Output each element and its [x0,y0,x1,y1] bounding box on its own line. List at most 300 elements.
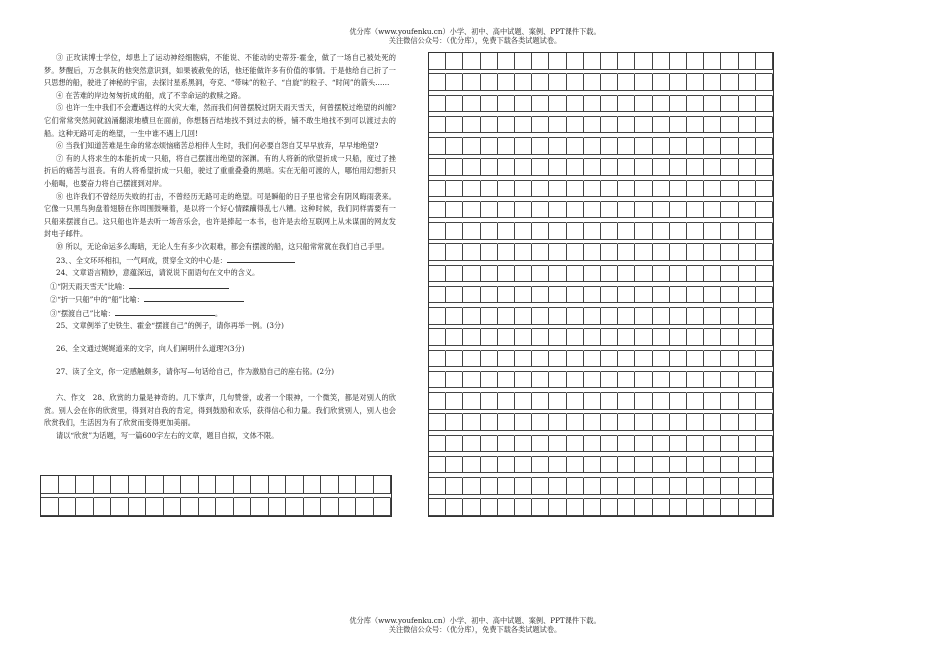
grid-cell[interactable] [481,436,498,453]
grid-cell[interactable] [721,117,738,134]
grid-cell[interactable] [532,287,549,304]
grid-cell[interactable] [618,53,635,70]
grid-cell[interactable] [567,372,584,389]
grid-cell[interactable] [739,266,756,283]
grid-cell[interactable] [498,414,515,431]
grid-cell[interactable] [463,244,480,261]
grid-cell[interactable] [653,96,670,113]
grid-cell[interactable] [181,476,199,494]
grid-cell[interactable] [756,223,773,240]
grid-cell[interactable] [687,181,704,198]
grid-cell[interactable] [618,372,635,389]
grid-cell[interactable] [704,223,721,240]
grid-cell[interactable] [164,476,182,494]
grid-cell[interactable] [515,223,532,240]
grid-cell[interactable] [584,181,601,198]
grid-cell[interactable] [446,159,463,176]
grid-cell[interactable] [567,393,584,410]
grid-cell[interactable] [635,393,652,410]
grid-cell[interactable] [498,138,515,155]
grid-cell[interactable] [635,138,652,155]
grid-cell[interactable] [532,138,549,155]
grid-cell[interactable] [739,436,756,453]
grid-cell[interactable] [601,478,618,495]
grid-cell[interactable] [498,478,515,495]
grid-cell[interactable] [670,457,687,474]
grid-cell[interactable] [635,244,652,261]
grid-cell[interactable] [515,478,532,495]
grid-cell[interactable] [653,393,670,410]
grid-cell[interactable] [498,287,515,304]
grid-cell[interactable] [515,244,532,261]
grid-cell[interactable] [739,159,756,176]
grid-cell[interactable] [549,117,566,134]
grid-cell[interactable] [498,308,515,325]
grid-cell[interactable] [199,476,217,494]
grid-cell[interactable] [721,266,738,283]
grid-cell[interactable] [515,308,532,325]
grid-cell[interactable] [739,393,756,410]
grid-cell[interactable] [356,498,374,516]
grid-cell[interactable] [446,329,463,346]
grid-cell[interactable] [429,308,446,325]
grid-cell[interactable] [704,457,721,474]
grid-cell[interactable] [601,436,618,453]
grid-cell[interactable] [498,351,515,368]
grid-cell[interactable] [481,244,498,261]
grid-cell[interactable] [653,53,670,70]
grid-cell[interactable] [41,476,59,494]
grid-cell[interactable] [463,372,480,389]
grid-cell[interactable] [687,96,704,113]
grid-cell[interactable] [721,202,738,219]
grid-cell[interactable] [532,478,549,495]
grid-cell[interactable] [721,244,738,261]
grid-cell[interactable] [339,476,357,494]
grid-cell[interactable] [704,308,721,325]
grid-cell[interactable] [532,436,549,453]
grid-cell[interactable] [653,74,670,91]
grid-cell[interactable] [584,351,601,368]
grid-cell[interactable] [653,478,670,495]
grid-cell[interactable] [687,457,704,474]
grid-cell[interactable] [687,499,704,516]
grid-cell[interactable] [584,499,601,516]
grid-cell[interactable] [498,266,515,283]
answer-blank-23[interactable] [227,254,295,263]
grid-cell[interactable] [498,202,515,219]
grid-cell[interactable] [721,159,738,176]
grid-cell[interactable] [515,436,532,453]
grid-cell[interactable] [756,53,773,70]
grid-cell[interactable] [721,351,738,368]
grid-cell[interactable] [670,287,687,304]
grid-cell[interactable] [429,266,446,283]
grid-cell[interactable] [687,138,704,155]
grid-cell[interactable] [635,223,652,240]
grid-cell[interactable] [704,372,721,389]
grid-cell[interactable] [549,244,566,261]
grid-cell[interactable] [618,266,635,283]
grid-cell[interactable] [463,117,480,134]
grid-cell[interactable] [739,478,756,495]
grid-cell[interactable] [463,223,480,240]
grid-cell[interactable] [515,457,532,474]
grid-cell[interactable] [687,393,704,410]
grid-cell[interactable] [584,159,601,176]
grid-cell[interactable] [670,181,687,198]
grid-cell[interactable] [653,159,670,176]
grid-cell[interactable] [446,181,463,198]
grid-cell[interactable] [756,138,773,155]
grid-cell[interactable] [584,478,601,495]
grid-cell[interactable] [515,202,532,219]
grid-cell[interactable] [756,202,773,219]
grid-cell[interactable] [481,96,498,113]
grid-cell[interactable] [446,202,463,219]
grid-cell[interactable] [446,372,463,389]
grid-cell[interactable] [704,117,721,134]
grid-cell[interactable] [515,372,532,389]
grid-cell[interactable] [446,74,463,91]
grid-cell[interactable] [618,436,635,453]
grid-cell[interactable] [567,351,584,368]
grid-cell[interactable] [653,202,670,219]
grid-cell[interactable] [584,117,601,134]
grid-cell[interactable] [181,498,199,516]
grid-cell[interactable] [463,308,480,325]
grid-cell[interactable] [429,159,446,176]
grid-cell[interactable] [515,96,532,113]
grid-cell[interactable] [756,372,773,389]
grid-cell[interactable] [269,476,287,494]
grid-cell[interactable] [549,74,566,91]
grid-cell[interactable] [532,181,549,198]
grid-cell[interactable] [567,223,584,240]
grid-cell[interactable] [216,476,234,494]
grid-cell[interactable] [601,117,618,134]
grid-cell[interactable] [618,244,635,261]
grid-cell[interactable] [532,457,549,474]
grid-cell[interactable] [567,181,584,198]
grid-cell[interactable] [584,202,601,219]
grid-cell[interactable] [739,138,756,155]
grid-cell[interactable] [549,287,566,304]
grid-cell[interactable] [515,159,532,176]
grid-cell[interactable] [549,414,566,431]
grid-cell[interactable] [687,159,704,176]
grid-cell[interactable] [584,96,601,113]
grid-cell[interactable] [653,308,670,325]
grid-cell[interactable] [687,329,704,346]
grid-cell[interactable] [446,96,463,113]
grid-cell[interactable] [670,308,687,325]
answer-blank-24-3[interactable] [115,307,215,316]
grid-cell[interactable] [670,244,687,261]
grid-cell[interactable] [481,159,498,176]
grid-cell[interactable] [584,372,601,389]
grid-cell[interactable] [481,372,498,389]
grid-cell[interactable] [429,414,446,431]
grid-cell[interactable] [635,159,652,176]
grid-cell[interactable] [567,287,584,304]
grid-cell[interactable] [446,287,463,304]
grid-cell[interactable] [704,478,721,495]
grid-cell[interactable] [446,53,463,70]
grid-cell[interactable] [463,478,480,495]
composition-grid-left[interactable] [40,475,392,517]
grid-cell[interactable] [304,498,322,516]
grid-cell[interactable] [670,74,687,91]
grid-cell[interactable] [670,266,687,283]
grid-cell[interactable] [567,436,584,453]
grid-cell[interactable] [199,498,217,516]
grid-cell[interactable] [601,181,618,198]
grid-cell[interactable] [653,181,670,198]
grid-cell[interactable] [635,372,652,389]
grid-cell[interactable] [653,372,670,389]
grid-cell[interactable] [670,138,687,155]
grid-cell[interactable] [463,351,480,368]
grid-cell[interactable] [704,181,721,198]
grid-cell[interactable] [129,476,147,494]
grid-cell[interactable] [584,266,601,283]
grid-cell[interactable] [739,223,756,240]
grid-cell[interactable] [481,138,498,155]
grid-cell[interactable] [549,138,566,155]
grid-cell[interactable] [721,74,738,91]
grid-cell[interactable] [549,372,566,389]
grid-cell[interactable] [635,308,652,325]
grid-cell[interactable] [704,96,721,113]
grid-cell[interactable] [515,74,532,91]
grid-cell[interactable] [481,74,498,91]
grid-cell[interactable] [704,393,721,410]
grid-cell[interactable] [429,436,446,453]
grid-cell[interactable] [481,457,498,474]
grid-cell[interactable] [481,53,498,70]
grid-cell[interactable] [687,244,704,261]
grid-cell[interactable] [635,478,652,495]
grid-cell[interactable] [549,181,566,198]
grid-cell[interactable] [739,181,756,198]
grid-cell[interactable] [532,499,549,516]
grid-cell[interactable] [532,393,549,410]
grid-cell[interactable] [463,266,480,283]
grid-cell[interactable] [446,414,463,431]
answer-blank-24-1[interactable] [129,280,229,289]
grid-cell[interactable] [498,457,515,474]
grid-cell[interactable] [739,202,756,219]
grid-cell[interactable] [687,202,704,219]
grid-cell[interactable] [549,223,566,240]
grid-cell[interactable] [515,117,532,134]
grid-cell[interactable] [635,181,652,198]
grid-cell[interactable] [653,351,670,368]
grid-cell[interactable] [429,117,446,134]
grid-cell[interactable] [739,372,756,389]
grid-cell[interactable] [446,457,463,474]
grid-cell[interactable] [756,74,773,91]
grid-cell[interactable] [481,414,498,431]
grid-cell[interactable] [269,498,287,516]
grid-cell[interactable] [635,287,652,304]
grid-cell[interactable] [498,117,515,134]
grid-cell[interactable] [515,138,532,155]
grid-cell[interactable] [515,287,532,304]
grid-cell[interactable] [756,266,773,283]
answer-blank-24-2[interactable] [144,293,244,302]
grid-cell[interactable] [446,138,463,155]
grid-cell[interactable] [498,329,515,346]
grid-cell[interactable] [635,351,652,368]
grid-cell[interactable] [463,138,480,155]
grid-cell[interactable] [549,351,566,368]
grid-cell[interactable] [549,478,566,495]
grid-cell[interactable] [481,117,498,134]
grid-cell[interactable] [601,74,618,91]
grid-cell[interactable] [76,498,94,516]
grid-cell[interactable] [687,266,704,283]
grid-cell[interactable] [601,96,618,113]
grid-cell[interactable] [721,414,738,431]
grid-cell[interactable] [498,244,515,261]
grid-cell[interactable] [463,181,480,198]
grid-cell[interactable] [653,457,670,474]
grid-cell[interactable] [584,74,601,91]
grid-cell[interactable] [429,53,446,70]
grid-cell[interactable] [234,498,252,516]
composition-grid-right[interactable] [428,52,774,517]
grid-cell[interactable] [670,329,687,346]
grid-cell[interactable] [653,117,670,134]
grid-cell[interactable] [721,372,738,389]
grid-cell[interactable] [446,223,463,240]
grid-cell[interactable] [429,96,446,113]
grid-cell[interactable] [601,138,618,155]
grid-cell[interactable] [567,414,584,431]
grid-cell[interactable] [601,53,618,70]
grid-cell[interactable] [618,159,635,176]
grid-cell[interactable] [94,498,112,516]
grid-cell[interactable] [481,351,498,368]
grid-cell[interactable] [756,478,773,495]
grid-cell[interactable] [567,74,584,91]
grid-cell[interactable] [498,436,515,453]
grid-cell[interactable] [321,498,339,516]
grid-cell[interactable] [216,498,234,516]
grid-cell[interactable] [584,329,601,346]
grid-cell[interactable] [756,287,773,304]
grid-cell[interactable] [286,476,304,494]
grid-cell[interactable] [635,53,652,70]
grid-cell[interactable] [59,476,77,494]
grid-cell[interactable] [94,476,112,494]
grid-cell[interactable] [601,223,618,240]
grid-cell[interactable] [498,159,515,176]
grid-cell[interactable] [618,329,635,346]
grid-cell[interactable] [463,329,480,346]
grid-cell[interactable] [463,159,480,176]
grid-cell[interactable] [635,414,652,431]
grid-cell[interactable] [618,287,635,304]
grid-cell[interactable] [463,202,480,219]
grid-cell[interactable] [653,436,670,453]
grid-cell[interactable] [618,393,635,410]
grid-cell[interactable] [463,96,480,113]
grid-cell[interactable] [721,287,738,304]
grid-cell[interactable] [721,499,738,516]
grid-cell[interactable] [339,498,357,516]
grid-cell[interactable] [498,181,515,198]
grid-cell[interactable] [567,329,584,346]
grid-cell[interactable] [601,202,618,219]
grid-cell[interactable] [601,287,618,304]
grid-cell[interactable] [481,181,498,198]
grid-cell[interactable] [756,159,773,176]
grid-cell[interactable] [498,53,515,70]
grid-cell[interactable] [481,202,498,219]
grid-cell[interactable] [532,266,549,283]
grid-cell[interactable] [429,181,446,198]
grid-cell[interactable] [463,414,480,431]
grid-cell[interactable] [549,266,566,283]
grid-cell[interactable] [463,457,480,474]
grid-cell[interactable] [567,138,584,155]
grid-cell[interactable] [429,74,446,91]
grid-cell[interactable] [739,308,756,325]
grid-cell[interactable] [567,266,584,283]
grid-cell[interactable] [567,96,584,113]
grid-cell[interactable] [549,159,566,176]
grid-cell[interactable] [463,53,480,70]
grid-cell[interactable] [446,351,463,368]
grid-cell[interactable] [618,223,635,240]
grid-cell[interactable] [670,478,687,495]
grid-cell[interactable] [704,351,721,368]
grid-cell[interactable] [532,329,549,346]
grid-cell[interactable] [687,478,704,495]
grid-cell[interactable] [601,457,618,474]
grid-cell[interactable] [601,329,618,346]
grid-cell[interactable] [532,202,549,219]
grid-cell[interactable] [721,329,738,346]
grid-cell[interactable] [463,287,480,304]
grid-cell[interactable] [687,351,704,368]
grid-cell[interactable] [446,499,463,516]
grid-cell[interactable] [670,202,687,219]
grid-cell[interactable] [653,223,670,240]
grid-cell[interactable] [653,287,670,304]
grid-cell[interactable] [146,476,164,494]
grid-cell[interactable] [463,74,480,91]
grid-cell[interactable] [704,266,721,283]
grid-cell[interactable] [498,223,515,240]
grid-cell[interactable] [515,393,532,410]
grid-cell[interactable] [498,96,515,113]
grid-cell[interactable] [567,244,584,261]
grid-cell[interactable] [704,244,721,261]
grid-cell[interactable] [721,393,738,410]
grid-cell[interactable] [721,308,738,325]
grid-cell[interactable] [481,308,498,325]
grid-cell[interactable] [635,74,652,91]
grid-cell[interactable] [618,138,635,155]
grid-cell[interactable] [739,457,756,474]
grid-cell[interactable] [498,393,515,410]
grid-cell[interactable] [567,478,584,495]
grid-cell[interactable] [481,478,498,495]
